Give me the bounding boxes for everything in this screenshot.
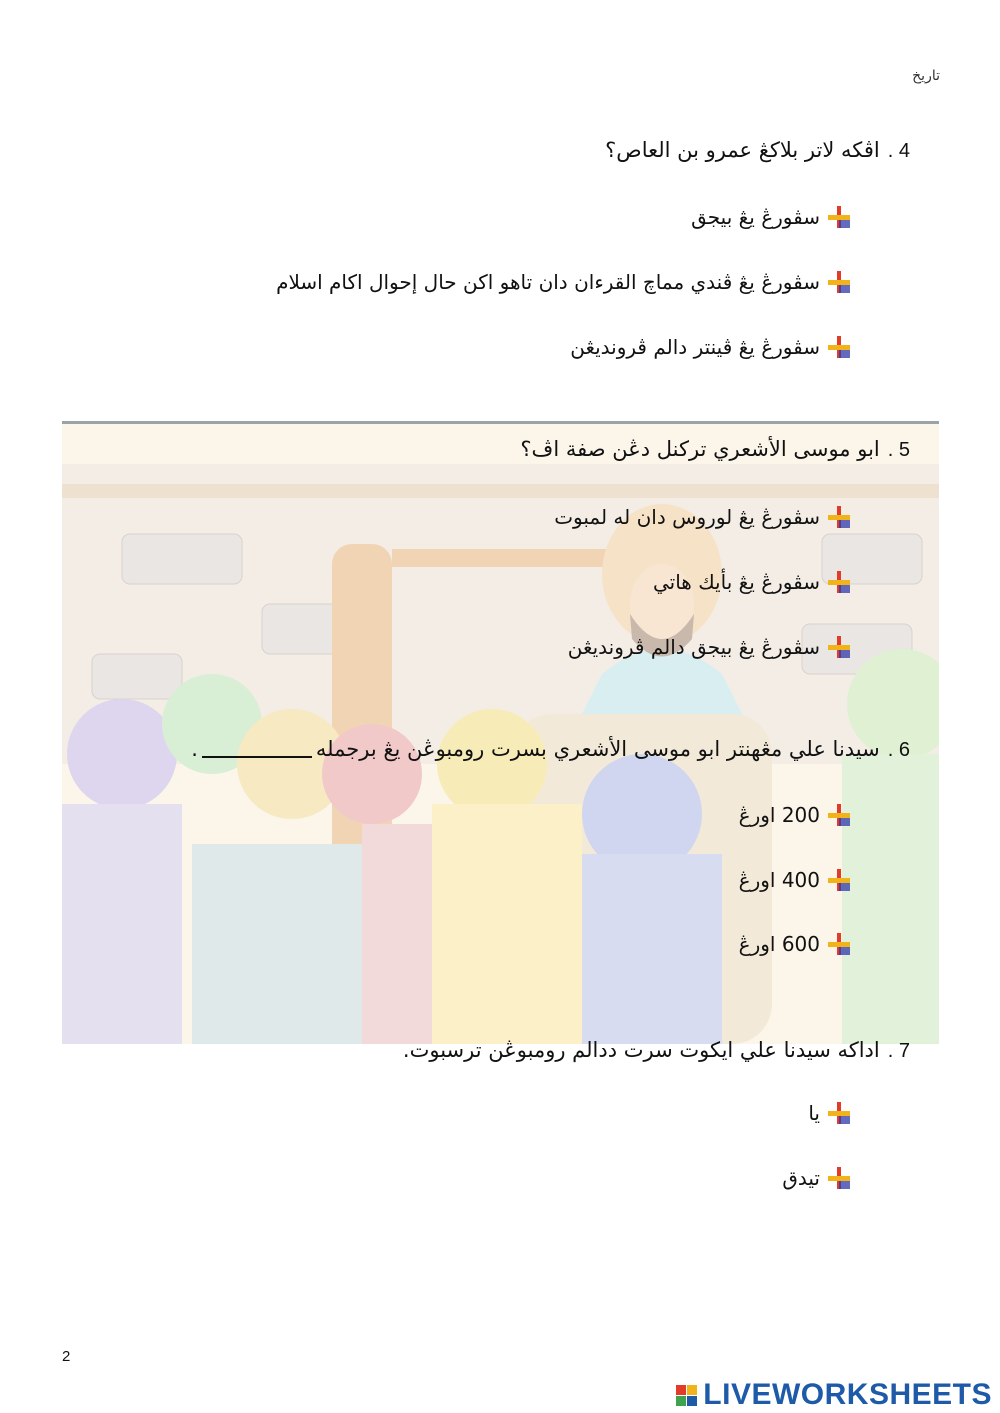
option-label: 200 اورڠ bbox=[738, 803, 820, 827]
question-5-text: ابو موسى الأشعري تركنل دڠن صفة اڤ؟ bbox=[520, 437, 880, 461]
question-6-option-1[interactable] bbox=[739, 803, 850, 827]
bullet-icon bbox=[828, 933, 850, 955]
question-7-text: اداكه سيدنا علي ايکوت سرت ددالم رومبوڠن ترسبوت. bbox=[402, 1038, 880, 1062]
bullet-icon bbox=[828, 1167, 850, 1189]
bullet-icon bbox=[828, 506, 850, 528]
option-label: 400 اورڠ bbox=[738, 868, 820, 892]
option-label: سڤورڠ يڠ لوروس دان له لمبوت bbox=[554, 505, 820, 529]
option-label: سڤورڠ يڠ بيجق دالم ڤرونديڠن bbox=[567, 635, 820, 659]
bullet-icon bbox=[828, 636, 850, 658]
option-label: سڤورڠ يڠ ڤندي مماچ القرءان دان تاهو اکن حال إحوال اکام اسلام bbox=[276, 270, 820, 294]
bullet-icon bbox=[828, 804, 850, 826]
question-4-option-2[interactable] bbox=[276, 270, 850, 294]
question-6 bbox=[191, 737, 910, 762]
question-4-text: اڤكه لاتر بلاكڠ عمرو بن العاص؟ bbox=[605, 138, 880, 162]
question-5-option-2[interactable] bbox=[653, 570, 850, 594]
option-label: سڤورڠ يڠ بأيك هاتي bbox=[652, 570, 820, 594]
bullet-icon bbox=[828, 571, 850, 593]
answer-blank[interactable] bbox=[202, 756, 312, 758]
question-7-option-1[interactable] bbox=[808, 1101, 850, 1125]
liveworksheets-logo-icon bbox=[676, 1385, 697, 1406]
question-5 bbox=[520, 437, 910, 462]
question-6-text: سيدنا علي مڠهنتر ابو موسى الأشعري بسرت رومبوڠن يڠ برجمله bbox=[315, 737, 880, 761]
question-4-option-1[interactable] bbox=[691, 205, 850, 229]
bullet-icon bbox=[828, 271, 850, 293]
question-6-option-2[interactable] bbox=[739, 868, 850, 892]
question-4 bbox=[605, 138, 910, 163]
question-7-option-2[interactable] bbox=[782, 1166, 850, 1190]
question-5-number: 5 . bbox=[887, 439, 910, 461]
bullet-icon bbox=[828, 1102, 850, 1124]
option-label: سڤورڠ يڠ بيجق bbox=[691, 205, 820, 229]
question-5-option-3[interactable] bbox=[568, 635, 850, 659]
bullet-icon bbox=[828, 336, 850, 358]
question-5-option-1[interactable] bbox=[554, 505, 850, 529]
option-label: يا bbox=[808, 1101, 820, 1125]
bullet-icon bbox=[828, 206, 850, 228]
option-label: 600 اورڠ bbox=[738, 932, 820, 956]
question-7-number: 7 . bbox=[887, 1040, 910, 1062]
page-number: 2 bbox=[62, 1348, 71, 1365]
liveworksheets-brand[interactable] bbox=[676, 1378, 992, 1412]
bullet-icon bbox=[828, 869, 850, 891]
question-4-number: 4 . bbox=[887, 140, 910, 162]
question-6-option-3[interactable] bbox=[739, 932, 850, 956]
question-4-option-3[interactable] bbox=[570, 335, 850, 359]
question-6-end: . bbox=[191, 737, 198, 761]
question-6-number: 6 . bbox=[887, 739, 910, 761]
option-label: تيدق bbox=[782, 1166, 820, 1190]
brand-text: LIVEWORKSHEETS bbox=[703, 1378, 992, 1411]
subject-label: تاريخ bbox=[912, 68, 940, 84]
question-7 bbox=[403, 1038, 910, 1063]
option-label: سڤورڠ يڠ ڤينتر دالم ڤرونديڠن bbox=[570, 335, 820, 359]
